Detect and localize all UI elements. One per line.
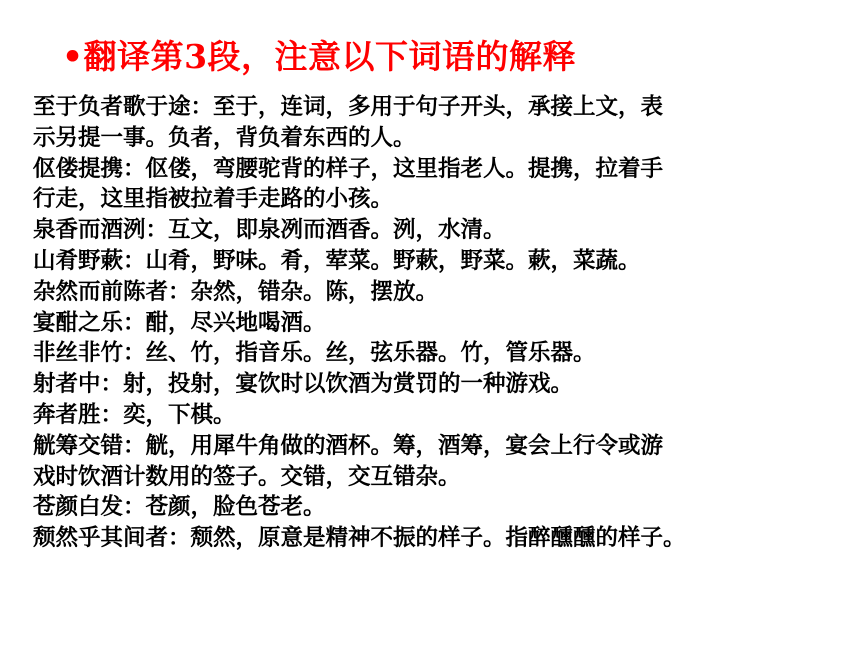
- annotation-line: 伛偻提携：伛偻，弯腰驼背的样子，这里指老人。提携，拉着手: [33, 155, 664, 182]
- annotation-line: 行走，这里指被拉着手走路的小孩。: [33, 186, 394, 213]
- annotation-line: 苍颜白发：苍颜，脸色苍老。: [33, 494, 326, 521]
- annotation-line: 示另提一事。负者，背负着东西的人。: [33, 124, 416, 151]
- annotation-line: 戏时饮酒计数用的签子。交错，交互错杂。: [33, 463, 461, 490]
- annotation-line: 射者中：射，投射，宴饮时以饮酒为赏罚的一种游戏。: [33, 371, 574, 398]
- annotation-line: 颓然乎其间者：颓然，原意是精神不振的样子。指醉醺醺的样子。: [33, 525, 686, 552]
- annotation-line: 觥筹交错：觥，用犀牛角做的酒杯。筹，酒筹，宴会上行令或游: [33, 432, 664, 459]
- annotation-line: 泉香而酒洌：互文，即泉冽而酒香。洌，水清。: [33, 217, 506, 244]
- annotation-list: [33, 92, 855, 554]
- annotation-line: 杂然而前陈者：杂然，错杂。陈，摆放。: [33, 278, 439, 305]
- annotation-line: 至于负者歌于途：至于，连词，多用于句子开头，承接上文，表: [33, 94, 664, 120]
- slide-title: •翻译第3段，注意以下词语的解释: [62, 37, 577, 76]
- annotation-line: 非丝非竹：丝、竹，指音乐。丝，弦乐器。竹，管乐器。: [33, 340, 596, 367]
- annotation-line: 山肴野蔌：山肴，野味。肴，荤菜。野蔌，野菜。蔌，菜蔬。: [33, 247, 641, 274]
- annotation-line: 奔者胜：奕，下棋。: [33, 401, 236, 428]
- annotation-line: 宴酣之乐：酣，尽兴地喝酒。: [33, 309, 326, 336]
